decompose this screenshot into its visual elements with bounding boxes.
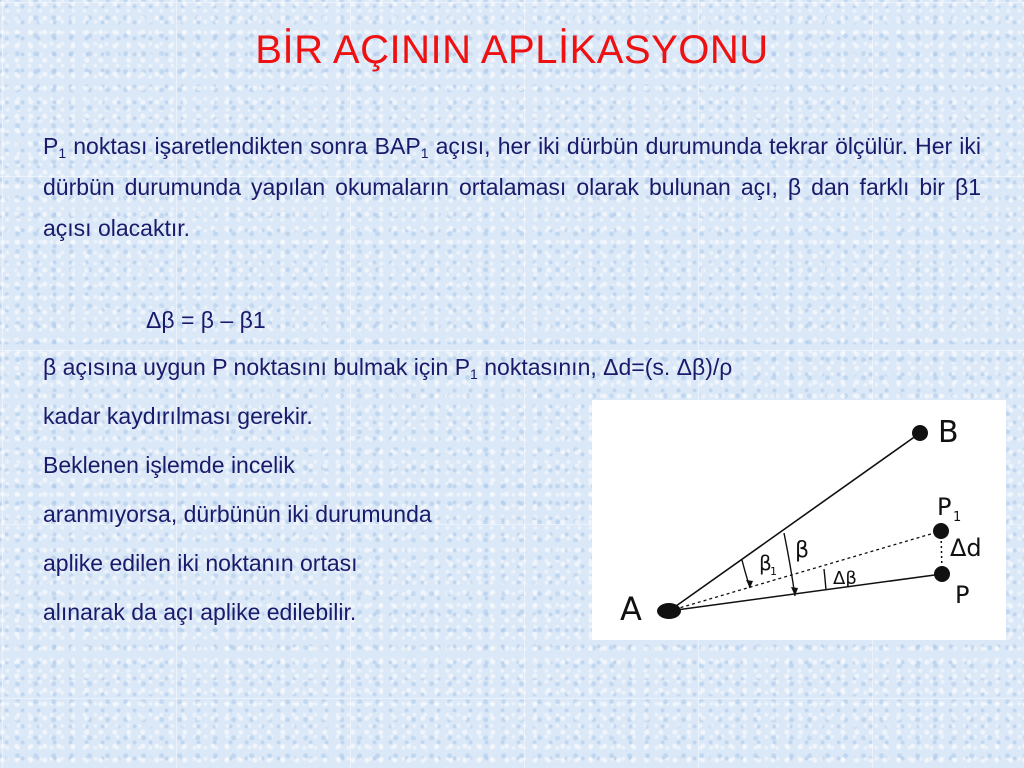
ray-ab (669, 433, 920, 611)
point-p (934, 566, 950, 582)
point-b (912, 425, 928, 441)
text-line-4: aplike edilen iki noktanın ortası (43, 550, 358, 576)
label-a: A (620, 590, 642, 628)
label-p1: P (937, 493, 952, 521)
intro-paragraph (43, 126, 981, 249)
sentence-pre: β açısına uygun P noktasını bulmak için P (43, 354, 471, 380)
point-a (657, 603, 681, 619)
angle-diagram (592, 400, 1006, 640)
label-b: B (938, 415, 959, 450)
angle-diagram-svg (592, 400, 1006, 640)
text-line-3: aranmıyorsa, dürbünün iki durumunda (43, 501, 432, 527)
label-beta1-sub: 1 (770, 565, 777, 578)
label-delta-d: Δd (950, 534, 982, 562)
beta-arc (784, 533, 795, 596)
p1-subscript: 1 (58, 145, 67, 161)
point-p1 (933, 523, 949, 539)
p1-letter: P (43, 133, 59, 159)
formula-sentence (43, 347, 732, 388)
text-line-5: alınarak da açı aplike edilebilir. (43, 599, 357, 625)
label-p1-sub: 1 (953, 510, 962, 525)
sentence-post: noktasının, Δd=(s. Δβ)/ρ (477, 354, 733, 380)
sentence-subscript: 1 (470, 366, 478, 382)
paragraph-mid: noktası işaretlendikten sonra BAP (66, 133, 421, 159)
slide-title: BİR AÇININ APLİKASYONU (255, 28, 769, 72)
bap1-subscript: 1 (420, 145, 429, 161)
label-beta1: β (759, 551, 772, 575)
text-line-1: kadar kaydırılması gerekir. (43, 403, 313, 429)
text-line-2: Beklenen işlemde incelik (43, 452, 295, 478)
label-beta: β (795, 538, 810, 563)
label-delta-beta: Δβ (833, 568, 857, 589)
delta-beta-formula: Δβ = β – β1 (146, 307, 266, 333)
delta-beta-arc (824, 569, 826, 590)
paragraph-rest: açısı, her iki dürbün durumunda tekrar ölçülür. Her iki dürbün durumunda yapılan okumaların ortalaması olarak bulunan açı, β dan farklı bir β1 açısı olacaktır. (43, 133, 981, 241)
ray-ap (669, 574, 942, 611)
label-p: P (955, 581, 970, 609)
